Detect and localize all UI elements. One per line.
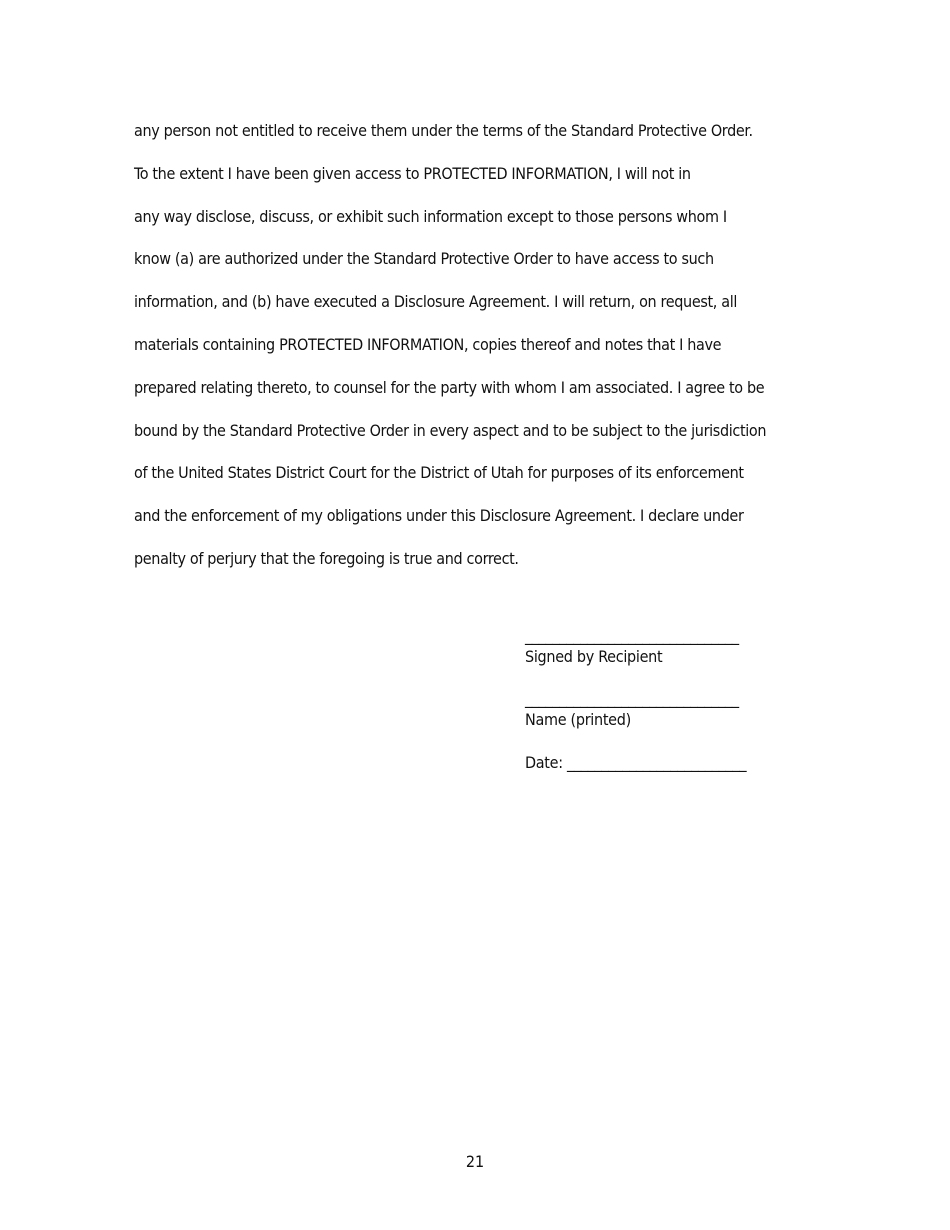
paragraph-line: any way disclose, discuss, or exhibit such information except to those persons whom I xyxy=(134,206,727,226)
paragraph-line: any person not entitled to receive them under the terms of the Standard Protective Order. xyxy=(134,121,753,140)
signature-rule: _______________________________ xyxy=(525,626,739,645)
spacer xyxy=(525,731,825,752)
page-number: 21 xyxy=(465,1152,485,1171)
name-rule: _______________________________ xyxy=(525,689,739,708)
paragraph-line: prepared relating thereto, to counsel for the party with whom I am associated. I agree to be xyxy=(134,377,765,397)
paragraph-line: To the extent I have been given access to PROTECTED INFORMATION, I will not in xyxy=(134,163,691,183)
paragraph-line: and the enforcement of my obligations under this Disclosure Agreement. I declare under xyxy=(134,506,744,526)
disclosure-paragraph xyxy=(134,110,824,581)
date-label: Date: xyxy=(525,753,563,772)
paragraph-line: information, and (b) have executed a Disclosure Agreement. I will return, on request, all xyxy=(134,292,737,312)
spacer xyxy=(525,668,825,689)
paragraph-line: bound by the Standard Protective Order in every aspect and to be subject to the jurisdiction xyxy=(134,420,767,440)
paragraph-line: know (a) are authorized under the Standard Protective Order to have access to such xyxy=(134,249,714,269)
name-label: Name (printed) xyxy=(525,710,631,729)
date-rule: __________________________ xyxy=(567,753,747,772)
paragraph-line: of the United States District Court for the District of Utah for purposes of its enforcement xyxy=(134,463,744,483)
paragraph-line: penalty of perjury that the foregoing is true and correct. xyxy=(134,548,519,568)
signature-label: Signed by Recipient xyxy=(525,647,663,666)
date-row xyxy=(525,752,825,774)
signature-block xyxy=(525,626,825,774)
paragraph-line: materials containing PROTECTED INFORMATION, copies thereof and notes that I have xyxy=(134,334,722,354)
